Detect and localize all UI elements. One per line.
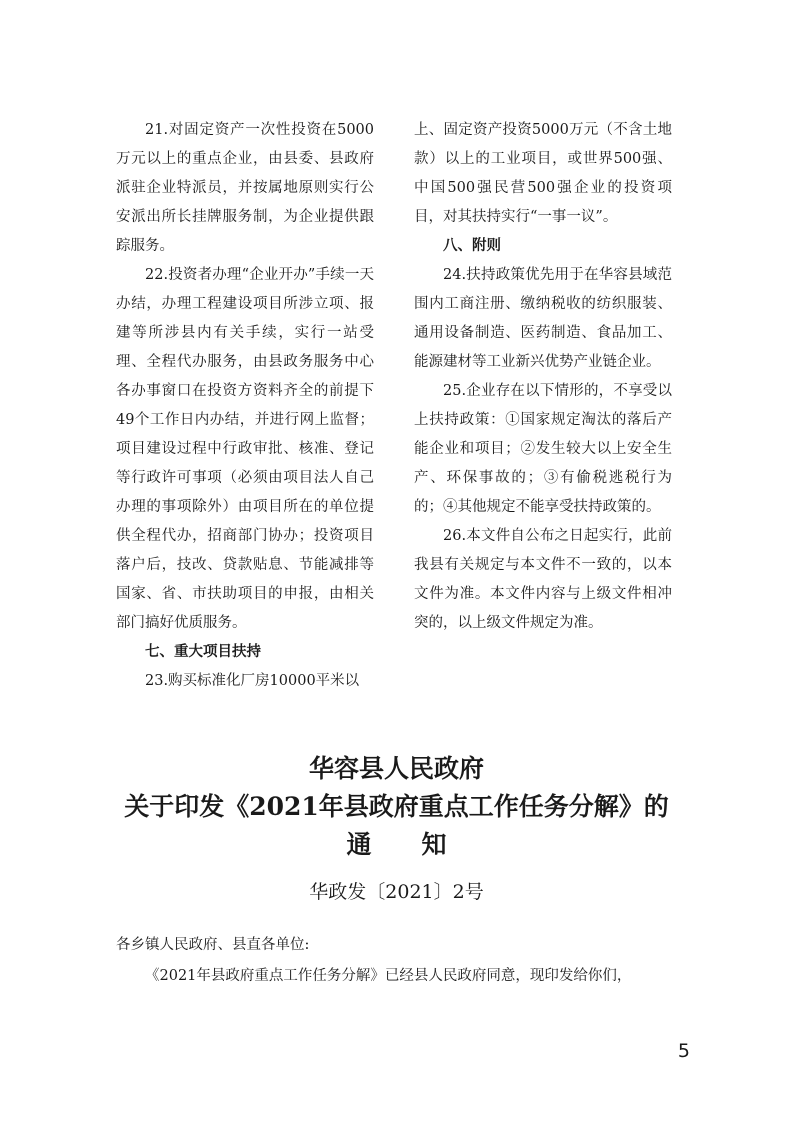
article-24: 24.扶持政策优先用于在华容县域范围内工商注册、缴纳税收的纺织服装、通用设备制造、医药制造、食品加工、能源建材等工业新兴优势产业链企业。 [414, 267, 672, 370]
document-number: 华政发〔2021〕2号 [309, 881, 484, 903]
notice-title-line-3: 通 知 [346, 830, 447, 859]
article-23-start: 23.购买标准化厂房10000平米以 [145, 673, 360, 689]
left-column [116, 116, 374, 696]
addressee: 各乡镇人民政府、县直各单位: [116, 937, 310, 953]
section-heading-8: 八、附则 [443, 238, 501, 254]
section-heading-7: 七、重大项目扶持 [145, 644, 261, 660]
article-25: 25.企业存在以下情形的，不享受以上扶持政策：①国家规定淘汰的落后产能企业和项目；②发生较大以上安全生产、环保事故的；③有偷税逃税行为的；④其他规定不能享受扶持政策的。 [414, 383, 672, 515]
article-22: 22.投资者办理“企业开办”手续一天办结，办理工程建设项目所涉立项、报建等所涉县内有关手续，实行一站受理、全程代办服务，由县政务服务中心各办事窗口在投资方资料齐全的前提下49个工作日内办结，并进行网上监督；项目建设过程中行政审批、核准、登记等行政许可事项（必须由项目法人自己办理的事项除外）由项目所在的单位提供全程代办，招商部门协办；投资项目落户后，技改、贷款贴息、节能减排等国家、省、市扶助项目的申报，由相关部门搞好优质服务。 [116, 267, 374, 631]
page-number: 5 [677, 1040, 690, 1062]
notice-first-paragraph: 《2021年县政府重点工作任务分解》已经县人民政府同意，现印发给你们， [145, 968, 632, 984]
notice-title-line-1: 华容县人民政府 [308, 754, 484, 783]
notice-title-line-2: 关于印发《2021年县政府重点工作任务分解》的 [124, 792, 669, 821]
article-23-continued: 上、固定资产投资5000万元（不含土地款）以上的工业项目，或世界500强、中国500强民营500强企业的投资项目，对其扶持实行“一事一议”。 [414, 122, 672, 225]
article-21: 21.对固定资产一次性投资在5000万元以上的重点企业，由县委、县政府派驻企业特派员，并按属地原则实行公安派出所长挂牌服务制，为企业提供跟踪服务。 [116, 122, 374, 254]
article-26: 26.本文件自公布之日起实行，此前我县有关规定与本文件不一致的，以本文件为准。本文件内容与上级文件相冲突的，以上级文件规定为准。 [414, 528, 672, 631]
right-column [414, 116, 672, 638]
notice-title [0, 750, 793, 864]
